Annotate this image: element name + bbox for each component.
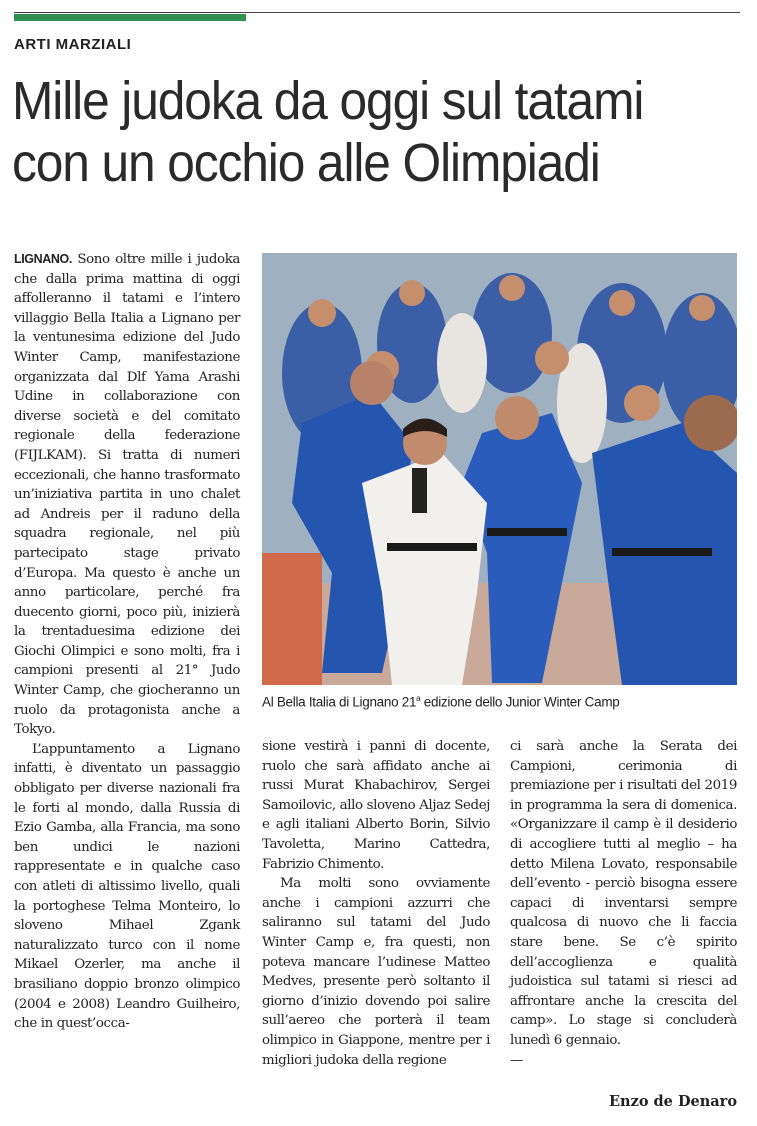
paragraph-text: Sono oltre mille i judoka che dalla prima mattina di oggi affolleranno il tatami e l’intero villaggio Bella Italia a Lignano per la ventunesima edizione del Judo Winter Camp, manifestazione organizzata dal Dlf Yama Arashi Udine in collaborazione con diverse società e del comitato regionale della federazione (FIJLKAM). Si tratta di numeri eccezionali, che hanno trasformato un’iniziativa partita in uno chalet ad Andreis per il raduno della squadra regionale, nel più partecipato stage privato d’Europa. Ma questo è anche un anno particolare, perché fra duecento giorni, poco più, inizierà la trentaduesima edizione dei Giochi Olimpici e sono molti, fra i campioni presenti al 21° Judo Winter Camp, che giocheranno un ruolo da protagonista anche a Tokyo. [14,252,240,738]
caption-text: Al Bella Italia di Lignano 21 [262,694,417,710]
dateline: LIGNANO. [14,252,72,266]
headline-line-2: con un occhio alle Olimpiadi [12,133,600,193]
article-column-1 [14,250,240,1034]
paragraph: ci sarà anche la Serata dei Campioni, cerimonia di premiazione per i risultati del 2019 in programma la sera di domenica. «Organizzare il camp è il desiderio di accogliere tutti al meglio – ha detto Milena Lovato, responsabile dell’evento - perciò bisogna essere capaci di inventarsi sempre qualcosa di nuovo che li faccia stare bene. Se c’è spirito dell’accoglienza e qualità judoistica sul tatami si riesci ad affrontare anche la crescita del camp». Lo stage si concluderà lunedì 6 gennaio. [510,739,737,1048]
photo-caption [262,694,737,710]
paragraph [14,250,240,740]
judo-photo-illustration [262,253,737,685]
paragraph: sione vestirà i panni di docente, ruolo che sarà affidato anche ai russi Murat Khabachirov, Sergei Samoilovic, allo sloveno Aljaz Sedej e agli italiani Alberto Borin, Silvio Tavoletta, Marino Cattedra, Fabrizio Chimento. [262,739,490,872]
article-column-3 [510,737,737,1070]
top-rule [14,12,740,13]
byline: Enzo de Denaro [608,1093,737,1110]
caption-text-end: edizione dello Junior Winter Camp [420,694,620,710]
judo-photo [262,253,737,685]
section-label: ARTI MARZIALI [14,36,132,53]
article-column-2 [262,737,490,1070]
paragraph: Ma molti sono ovviamente anche i campioni azzurri che saliranno sul tatami del Judo Winter Camp e, fra questi, non poteva mancare l’udinese Matteo Medves, presente però soltanto il giorno d’inizio dovendo poi salire sull’aereo che porterà il team olimpico in Giappone, mentre per i migliori judoka della regione [262,876,490,1068]
headline-line-1: Mille judoka da oggi sul tatami [12,71,644,131]
caption-superscript: a [416,694,421,703]
section-color-bar [14,14,246,21]
headline [12,70,684,194]
end-dash: — [510,1052,523,1068]
paragraph: L’appuntamento a Lignano infatti, è diventato un passaggio obbligato per diverse nazionali fra le forti al mondo, dalla Russia di Ezio Gamba, alla Francia, ma sono ben undici le nazioni rappresentate e in qualche caso con atleti di altissimo livello, quali la portoghese Telma Monteiro, lo sloveno Mihael Zgank naturalizzato turco con il nome Mikael Ozerler, ma anche il brasiliano doppio bronzo olimpico (2004 e 2008) Leandro Guilheiro, che in quest’occa- [14,741,240,1032]
